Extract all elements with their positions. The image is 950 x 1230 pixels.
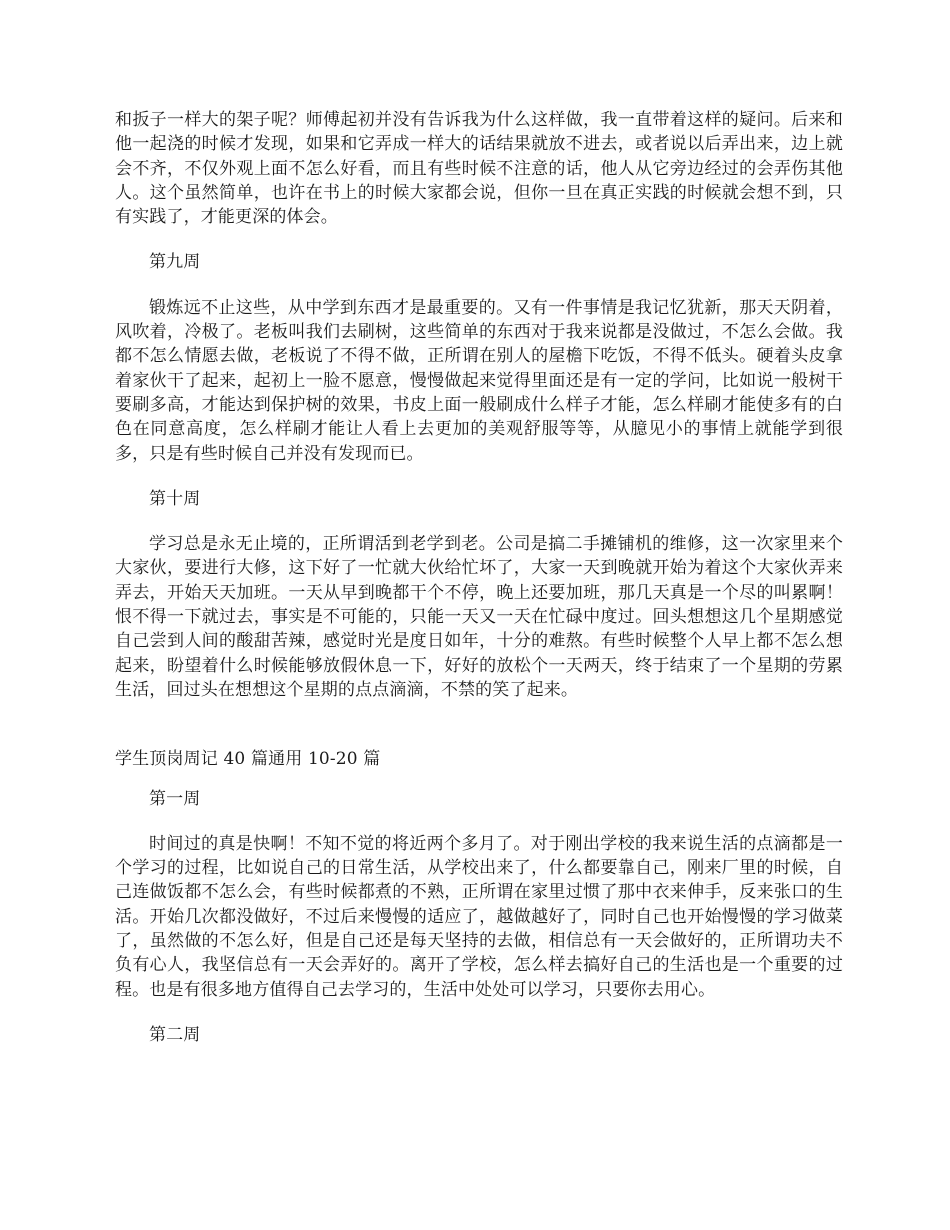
paragraph-week-9: 锻炼远不止这些，从中学到东西才是最重要的。又有一件事情是我记忆犹新，那天天阴着，风吹着，冷极了。老板叫我们去刷树，这些简单的东西对于我来说都是没做过，不怎么会做。我都不怎么情愿去做，老板说了不得不做，正所谓在别人的屋檐下吃饭，不得不低头。硬着头皮拿着家伙干了起来，起初上一脸不愿意，慢慢做起来觉得里面还是有一定的学问，比如说一般树干要刷多高，才能达到保护树的效果，书皮上面一般刷成什么样子才能，怎么样刷才能使多有的白色在同意高度，怎么样刷才能让人看上去更加的美观舒服等等，从臆见小的事情上就能学到很多，只是有些时候自己并没有发现而已。 bbox=[115, 297, 843, 464]
heading-week-1: 第一周 bbox=[149, 788, 201, 809]
paragraph-intro: 和扳子一样大的架子呢？师傅起初并没有告诉我为什么这样做，我一直带着这样的疑问。后来和他一起浇的时候才发现，如果和它弄成一样大的话结果就放不进去，或者说以后弄出来，边上就会不齐，不仅外观上面不怎么好看，而且有些时候不注意的话，他人从它旁边经过的会弄伤其他人。这个虽然简单，也许在书上的时候大家都会说，但你一旦在真正实践的时候就会想不到，只有实践了，才能更深的体会。 bbox=[115, 110, 843, 228]
heading-week-2: 第二周 bbox=[149, 1024, 201, 1045]
paragraph-week-10: 学习总是永无止境的，正所谓活到老学到老。公司是搞二手摊铺机的维修，这一次家里来个大家伙，要进行大修，这下好了一忙就大伙给忙坏了，大家一天到晚就开始为着这个大家伙弄来弄去，开始天天加班。一天从早到晚都干个不停，晚上还要加班，那几天真是一个尽的叫累啊！恨不得一下就过去，事实是不可能的，只能一天又一天在忙碌中度过。回头想想这几个星期感觉自己尝到人间的酸甜苦辣，感觉时光是度日如年，十分的难熬。有些时候整个人早上都不怎么想起来，盼望着什么时候能够放假休息一下，好好的放松个一天两天，终于结束了一个星期的劳累生活，回过头在想想这个星期的点点滴滴，不禁的笑了起来。 bbox=[115, 534, 843, 700]
heading-week-9: 第九周 bbox=[149, 252, 201, 273]
heading-week-10: 第十周 bbox=[149, 488, 201, 509]
section-title: 学生顶岗周记 40 篇通用 10-20 篇 bbox=[115, 749, 381, 770]
document-page bbox=[115, 108, 843, 1047]
paragraph-week-1: 时间过的真是快啊！不知不觉的将近两个多月了。对于刚出学校的我来说生活的点滴都是一个学习的过程，比如说自己的日常生活，从学校出来了，什么都要靠自己，刚来厂里的时候，自己连做饭都不怎么会，有些时候都煮的不熟，正所谓在家里过惯了那中衣来伸手，反来张口的生活。开始几次都没做好，不过后来慢慢的适应了，越做越好了，同时自己也开始慢慢的学习做菜了，虽然做的不怎么好，但是自己还是每天坚持的去做，相信总有一天会做好的，正所谓功夫不负有心人，我坚信总有一天会弄好的。离开了学校，怎么样去搞好自己的生活也是一个重要的过程。也是有很多地方值得自己去学习的，生活中处处可以学习，只要你去用心。 bbox=[115, 833, 843, 1000]
